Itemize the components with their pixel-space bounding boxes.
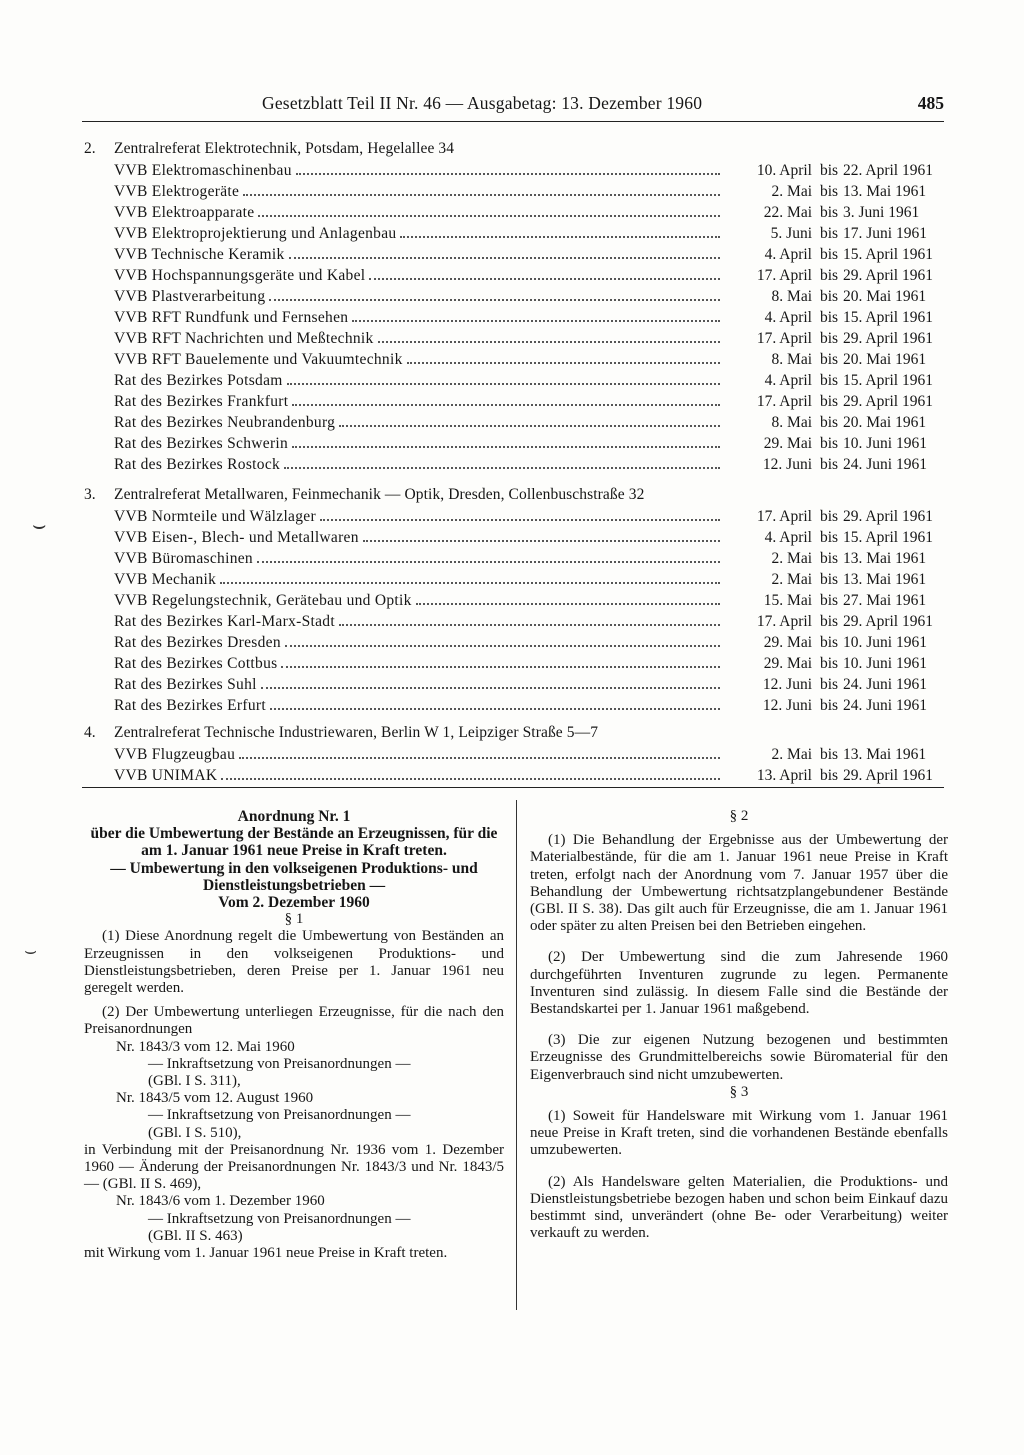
leader-dots [257,550,720,563]
end-date: 15. April 1961 [843,309,933,326]
paragraph-3-1: (1) Soweit für Handelsware mit Wirkung vom 1. Januar 1961 neue Preise in Kraft treten, sind die vorhandenen Bestände ebenfalls umzubewerten. [530,1108,948,1159]
enterprise-name: VVB Normteile und Wälzlager [114,508,316,525]
spacer [530,935,948,949]
start-date: 29. Mai [763,634,812,651]
end-date: 20. Mai 1961 [843,414,927,431]
leader-dots [400,225,720,238]
start-date: 4. April [764,309,812,326]
end-date: 3. Juni 1961 [843,204,920,221]
start-date: 17. April [756,330,812,347]
end-date: 29. April 1961 [843,508,933,525]
end-date: 29. April 1961 [843,267,933,284]
table-row [84,676,946,697]
date-separator: bis [819,550,839,567]
table-row [84,571,946,592]
leader-dots [320,508,720,521]
row-name-cell [114,571,720,589]
date-separator: bis [819,529,839,546]
leader-dots [296,162,720,175]
enterprise-name: VVB Elektromaschinenbau [114,162,292,179]
end-date: 29. April 1961 [843,393,933,410]
leader-dots [369,267,720,280]
table-row [84,162,946,183]
row-name-cell [114,309,720,327]
start-date: 4. April [764,372,812,389]
leader-dots [281,655,720,668]
end-date: 15. April 1961 [843,246,933,263]
enterprise-name: VVB Elektroprojektierung und Anlagenbau [114,225,397,242]
section-4 [84,724,946,788]
start-date: 17. April [756,267,812,284]
enterprise-name: VVB Elektrogeräte [114,183,240,200]
row-name-cell [114,529,720,547]
date-separator: bis [819,676,839,693]
list-item: (GBl. I S. 311), [148,1073,241,1090]
row-name-cell [114,288,720,306]
decree-subject: über die Umbewertung der Bestände an Erzeugnissen, für die am 1. Januar 1961 neue Preise in Kraft treten. [90,825,498,860]
date-separator: bis [819,246,839,263]
row-name-cell [114,204,720,222]
end-date: 29. April 1961 [843,330,933,347]
table-row [84,309,946,330]
section-heading [84,140,946,162]
leader-dots [269,288,720,301]
section-number: 3. [84,486,96,503]
date-separator: bis [819,571,839,588]
leader-dots [292,435,720,448]
row-name-cell [114,456,720,474]
date-separator: bis [819,592,839,609]
section-title: Zentralreferat Elektrotechnik, Potsdam, Hegelallee 34 [114,140,455,157]
date-separator: bis [819,204,839,221]
date-separator: bis [819,372,839,389]
table-row [84,288,946,309]
leader-dots [339,613,720,626]
leader-dots [284,456,720,469]
row-name-cell [114,655,720,673]
list-item: (GBl. II S. 463) [148,1227,243,1244]
end-date: 10. Juni 1961 [843,634,927,651]
date-separator: bis [819,746,839,763]
end-date: 27. Mai 1961 [843,592,927,609]
enterprise-name: VVB Eisen-, Blech- und Metallwaren [114,529,359,546]
start-date: 8. Mai [771,414,812,431]
header-title: Gesetzblatt Teil II Nr. 46 — Ausgabetag: 13. Dezember 1960 [262,93,703,113]
list-item: Nr. 1843/6 vom 1. Dezember 1960 [116,1193,325,1210]
row-name-cell [114,162,720,180]
paragraph-heading-3: § 3 [729,1083,749,1100]
end-date: 13. Mai 1961 [843,550,927,567]
spacer [530,1160,948,1174]
start-date: 17. April [756,393,812,410]
end-date: 29. April 1961 [843,767,933,784]
row-name-cell [114,613,720,631]
date-separator: bis [819,183,839,200]
end-date: 20. Mai 1961 [843,288,927,305]
end-date: 24. Juni 1961 [843,697,927,714]
table-row [84,204,946,225]
table-row [84,592,946,613]
row-name-cell [114,592,720,610]
start-date: 4. April [764,246,812,263]
enterprise-name: VVB RFT Bauelemente und Vakuumtechnik [114,351,403,368]
enterprise-name: Rat des Bezirkes Potsdam [114,372,283,389]
table-row [84,351,946,372]
date-separator: bis [819,267,839,284]
leader-dots [339,414,720,427]
enterprise-name: VVB Büromaschinen [114,550,253,567]
start-date: 12. Juni [762,697,812,714]
row-name-cell [114,414,720,432]
enterprise-name: VVB Plastverarbeitung [114,288,266,305]
start-date: 12. Juni [762,456,812,473]
enterprise-name: VVB Flugzeugbau [114,746,236,763]
start-date: 29. Mai [763,655,812,672]
leader-dots [378,330,720,343]
spacer [530,1018,948,1032]
enterprise-name: Rat des Bezirkes Rostock [114,456,281,473]
enterprise-name: Rat des Bezirkes Erfurt [114,697,266,714]
paragraph-1-2-cont: in Verbindung mit der Preisanordnung Nr. 1936 vom 1. Dezember 1960 — Änderung der Preisanordnungen Nr. 1843/3 und Nr. 1843/5 — (GBl. II S. 469), [84,1141,504,1193]
leader-dots [243,183,720,196]
leader-dots [416,592,720,605]
start-date: 22. Mai [763,204,812,221]
start-date: 5. Juni [770,225,812,242]
enterprise-name: VVB RFT Rundfunk und Fernsehen [114,309,349,326]
list-item: Nr. 1843/5 vom 12. August 1960 [116,1090,314,1107]
start-date: 2. Mai [771,183,812,200]
date-separator: bis [819,393,839,410]
paragraph-heading-1: § 1 [284,911,304,928]
start-date: 15. Mai [763,592,812,609]
leader-dots [261,676,720,689]
list-item: (GBl. I S. 510), [148,1124,242,1141]
paragraph-2-3: (3) Die zur eigenen Nutzung bezogenen und bestimmten Erzeugnisse des Grundmittelbereichs sowie Büromaterial für den Eigenverbrauch sind nicht umzubewerten. [530,1032,948,1083]
row-name-cell [114,697,720,715]
enterprise-name: VVB Mechanik [114,571,217,588]
section-2 [84,140,946,477]
row-name-cell [114,183,720,201]
leader-dots [407,351,720,364]
date-separator: bis [819,767,839,784]
paragraph-1-2-end: mit Wirkung vom 1. Januar 1961 neue Preise in Kraft treten. [84,1245,448,1262]
leader-dots [220,571,720,584]
row-name-cell [114,767,720,785]
enterprise-name: Rat des Bezirkes Suhl [114,676,257,693]
section-title: Zentralreferat Metallwaren, Feinmechanik — Optik, Dresden, Collenbuschstraße 32 [114,486,645,503]
table-row [84,746,946,767]
enterprise-name: VVB Hochspannungsgeräte und Kabel [114,267,366,284]
start-date: 12. Juni [762,676,812,693]
leader-dots [352,309,720,322]
leader-dots [289,246,720,259]
row-name-cell [114,246,720,264]
section-number: 4. [84,724,96,741]
date-separator: bis [819,288,839,305]
paragraph-1-2: (2) Der Umbewertung unterliegen Erzeugnisse, für die nach den Preisanordnungen [84,1004,504,1038]
table-row [84,508,946,529]
page-header [82,93,944,121]
table-row [84,330,946,351]
row-name-cell [114,330,720,348]
section-heading [84,724,946,746]
row-name-cell [114,550,720,568]
end-date: 13. Mai 1961 [843,571,927,588]
start-date: 8. Mai [771,351,812,368]
date-separator: bis [819,634,839,651]
start-date: 10. April [756,162,812,179]
decree-date: Vom 2. Dezember 1960 [218,894,370,912]
start-date: 8. Mai [771,288,812,305]
paragraph-heading-2: § 2 [729,808,749,824]
margin-mark: ⌣ [24,938,38,962]
enterprise-name: VVB RFT Nachrichten und Meßtechnik [114,330,374,347]
decree-scope: — Umbewertung in den volkseigenen Produktions- und Dienstleistungsbetrieben — [110,859,478,894]
end-date: 10. Juni 1961 [843,655,927,672]
leader-dots [287,372,720,385]
end-date: 17. Juni 1961 [843,225,927,242]
leader-dots [285,634,720,647]
table-row [84,435,946,456]
end-date: 15. April 1961 [843,529,933,546]
date-separator: bis [819,414,839,431]
enterprise-name: Rat des Bezirkes Dresden [114,634,281,651]
column-rule [516,800,517,1310]
enterprise-name: Rat des Bezirkes Schwerin [114,435,289,452]
end-date: 29. April 1961 [843,613,933,630]
section-heading [84,486,946,508]
end-date: 22. April 1961 [843,162,933,179]
decree-title: Anordnung Nr. 1 [237,808,351,825]
row-name-cell [114,508,720,526]
table-row [84,246,946,267]
list-item: — Inkraftsetzung von Preisanordnungen — [148,1107,411,1124]
divider-rule [82,787,944,788]
leader-dots [270,697,720,710]
spacer [530,1101,948,1108]
date-separator: bis [819,351,839,368]
date-separator: bis [819,162,839,179]
date-separator: bis [819,508,839,525]
row-name-cell [114,435,720,453]
end-date: 10. Juni 1961 [843,435,927,452]
enterprise-name: Rat des Bezirkes Cottbus [114,655,278,672]
paragraph-1-1: (1) Diese Anordnung regelt die Umbewertung von Beständen an Erzeugnissen in den volkseigenen Produktions- und Dienstleistungsbetrieben, deren Preise per 1. Januar 1961 neu geregelt werden. [84,928,504,997]
list-item: — Inkraftsetzung von Preisanordnungen — [148,1055,411,1072]
margin-mark: ⌣ [32,513,47,538]
table-row [84,372,946,393]
date-separator: bis [819,309,839,326]
paragraph-2-1: (1) Die Behandlung der Ergebnisse aus der Umbewertung der Materialbestände, für die am 1. Januar 1961 neue Preise in Kraft treten, erfolgt nach der Anordnung vom 7. Januar 1957 über die Behandlung der Umbewertung richtsatzplangebundener Bestände (GBl. II S. 38). Das gilt auch für Erzeugnisse, die am 1. Januar 1961 oder später zu alten Preisen bei den Betrieben eingehen. [530,832,948,935]
row-name-cell [114,225,720,243]
section-title: Zentralreferat Technische Industriewaren, Berlin W 1, Leipziger Straße 5—7 [114,724,599,741]
table-row [84,697,946,718]
row-name-cell [114,746,720,764]
start-date: 2. Mai [771,746,812,763]
leader-dots [239,746,720,759]
table-row [84,456,946,477]
enterprise-name: VVB Regelungstechnik, Gerätebau und Optik [114,592,412,609]
section-number: 2. [84,140,96,157]
date-separator: bis [819,655,839,672]
start-date: 17. April [756,508,812,525]
table-row [84,767,946,788]
date-separator: bis [819,697,839,714]
leader-dots [258,204,720,217]
end-date: 13. Mai 1961 [843,183,927,200]
row-name-cell [114,676,720,694]
table-row [84,267,946,288]
header-rule [82,121,944,122]
table-row [84,393,946,414]
list-item: Nr. 1843/3 vom 12. Mai 1960 [116,1038,295,1055]
table-row [84,655,946,676]
enterprise-name: Rat des Bezirkes Frankfurt [114,393,289,410]
enterprise-name: VVB Technische Keramik [114,246,285,263]
list-item: — Inkraftsetzung von Preisanordnungen — [148,1210,411,1227]
section-3 [84,486,946,718]
left-column [84,808,504,1262]
table-row [84,634,946,655]
date-separator: bis [819,456,839,473]
table-row [84,225,946,246]
enterprise-name: VVB Elektroapparate [114,204,255,221]
row-name-cell [114,372,720,390]
paragraph-3-2: (2) Als Handelsware gelten Materialien, die Produktions- und Dienstleistungsbetriebe bezogen haben und schon beim Einkauf dazu bestimmt sind, unverändert (ohne Be- oder Verarbeitung) weiter verkauft zu werden. [530,1173,948,1242]
end-date: 15. April 1961 [843,372,933,389]
end-date: 13. Mai 1961 [843,746,927,763]
date-separator: bis [819,435,839,452]
spacer [84,997,504,1004]
start-date: 4. April [764,529,812,546]
leader-dots [292,393,720,406]
page-number: 485 [917,93,944,113]
table-row [84,550,946,571]
start-date: 2. Mai [771,550,812,567]
table-row [84,414,946,435]
enterprise-name: Rat des Bezirkes Neubrandenburg [114,414,336,431]
date-separator: bis [819,225,839,242]
paragraph-2-2: (2) Der Umbewertung sind die zum Jahresende 1960 durchgeführten Inventuren zugrunde zu legen. Permanente Inventuren sind zulässig. In diesem Falle sind die Bestände der Bestandskartei per 1. Januar 1961 maßgebend. [530,949,948,1018]
row-name-cell [114,634,720,652]
start-date: 29. Mai [763,435,812,452]
start-date: 2. Mai [771,571,812,588]
start-date: 13. April [756,767,812,784]
table-row [84,183,946,204]
table-row [84,613,946,634]
end-date: 24. Juni 1961 [843,456,927,473]
date-separator: bis [819,613,839,630]
end-date: 24. Juni 1961 [843,676,927,693]
row-name-cell [114,267,720,285]
leader-dots [363,529,720,542]
row-name-cell [114,393,720,411]
end-date: 20. Mai 1961 [843,351,927,368]
enterprise-name: Rat des Bezirkes Karl-Marx-Stadt [114,613,335,630]
enterprise-name: VVB UNIMAK [114,767,218,784]
spacer [530,825,948,832]
start-date: 17. April [756,613,812,630]
date-separator: bis [819,330,839,347]
table-row [84,529,946,550]
right-column [530,808,948,1242]
leader-dots [221,767,720,780]
row-name-cell [114,351,720,369]
